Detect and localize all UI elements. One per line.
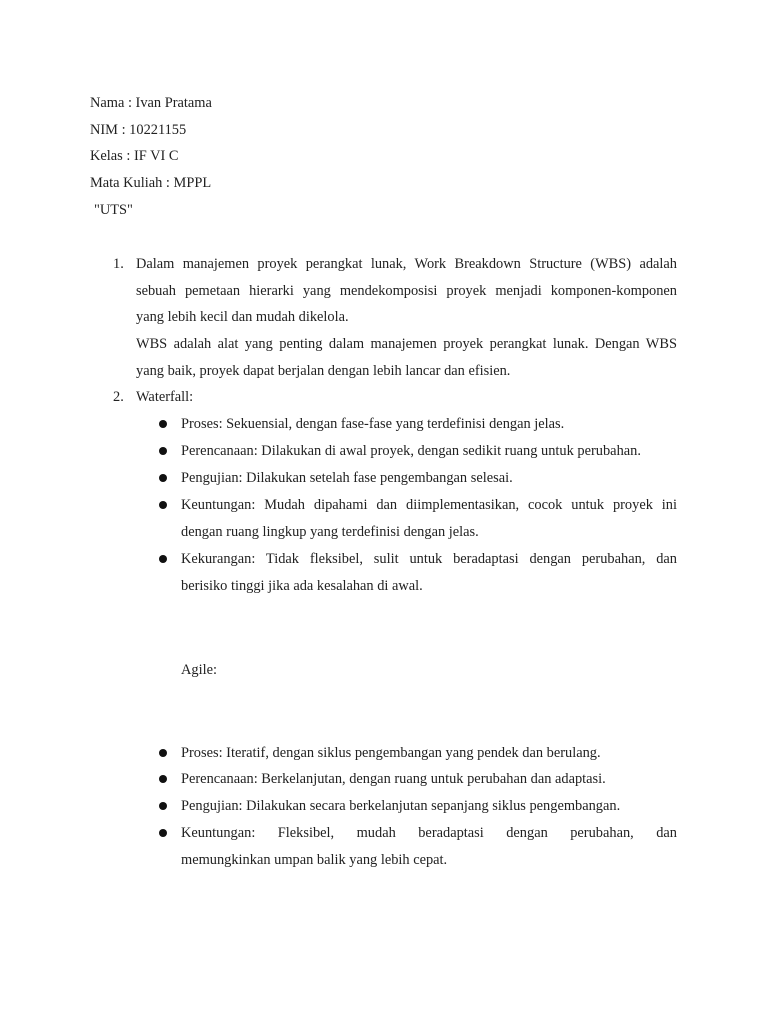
bullet-icon (159, 420, 167, 428)
item1-line5: yang baik, proyek dapat berjalan dengan lebih lancar dan efisien. (136, 363, 511, 379)
bullet-icon (159, 775, 167, 783)
item1-line3: yang lebih kecil dan mudah dikelola. (136, 309, 349, 325)
waterfall-kekurangan-line2: berisiko tinggi jika ada kesalahan di awal. (181, 578, 423, 594)
waterfall-proses: Proses: Sekuensial, dengan fase-fase yang terdefinisi dengan jelas. (181, 416, 565, 432)
item-number-2: 2. (113, 389, 124, 405)
item-number-1: 1. (113, 256, 124, 272)
item1-line4: WBS adalah alat yang penting dalam manajemen proyek perangkat lunak. Dengan WBS (136, 336, 677, 352)
bullet-icon (159, 447, 167, 455)
waterfall-perencanaan: Perencanaan: Dilakukan di awal proyek, dengan sedikit ruang untuk perubahan. (181, 443, 641, 459)
student-nim: NIM : 10221155 (90, 122, 187, 138)
bullet-icon (159, 829, 167, 837)
bullet-icon (159, 501, 167, 509)
agile-proses: Proses: Iteratif, dengan siklus pengembangan yang pendek dan berulang. (181, 745, 601, 761)
student-name: Nama : Ivan Pratama (90, 95, 212, 111)
document-title: "UTS" (94, 202, 133, 218)
student-class: Kelas : IF VI C (90, 148, 179, 164)
bullet-icon (159, 749, 167, 757)
waterfall-keuntungan-line1: Keuntungan: Mudah dipahami dan diimplementasikan, cocok untuk proyek ini (181, 497, 677, 513)
waterfall-heading: Waterfall: (136, 389, 194, 405)
item1-line1: Dalam manajemen proyek perangkat lunak, Work Breakdown Structure (WBS) adalah (136, 256, 677, 272)
agile-perencanaan: Perencanaan: Berkelanjutan, dengan ruang untuk perubahan dan adaptasi. (181, 771, 606, 787)
bullet-icon (159, 474, 167, 482)
waterfall-keuntungan-line2: dengan ruang lingkup yang terdefinisi dengan jelas. (181, 524, 479, 540)
bullet-icon (159, 555, 167, 563)
agile-keuntungan-line1: Keuntungan: Fleksibel, mudah beradaptasi dengan perubahan, dan (181, 825, 677, 841)
item1-line2: sebuah pemetaan hierarki yang mendekomposisi proyek menjadi komponen-komponen (136, 283, 677, 299)
agile-keuntungan-line2: memungkinkan umpan balik yang lebih cepat. (181, 852, 448, 868)
agile-pengujian: Pengujian: Dilakukan secara berkelanjutan sepanjang siklus pengembangan. (181, 798, 621, 814)
course-name: Mata Kuliah : MPPL (90, 175, 212, 191)
waterfall-kekurangan-line1: Kekurangan: Tidak fleksibel, sulit untuk beradaptasi dengan perubahan, dan (181, 551, 677, 567)
agile-heading: Agile: (181, 662, 217, 678)
bullet-icon (159, 802, 167, 810)
waterfall-pengujian: Pengujian: Dilakukan setelah fase pengembangan selesai. (181, 470, 513, 486)
